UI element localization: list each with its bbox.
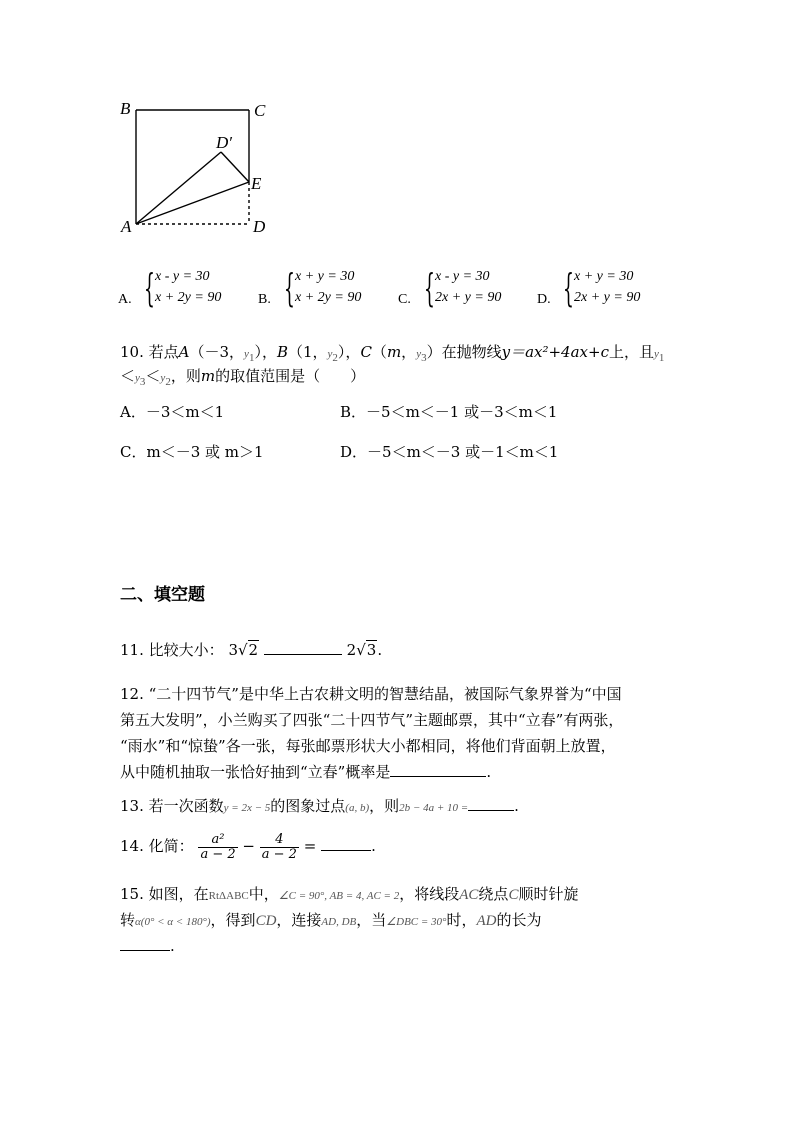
radicand: 3: [366, 641, 377, 659]
question-number: 14.: [120, 837, 144, 855]
answer-blank[interactable]: [120, 934, 170, 951]
text: ，当: [356, 911, 387, 929]
option-label: B.: [258, 292, 271, 307]
option-10d[interactable]: [340, 438, 558, 466]
label-e: E: [251, 174, 262, 193]
conditions: ∠C = 90°, AB = 4, AC = 2: [278, 890, 400, 902]
point-b: B: [276, 343, 288, 361]
equation-line: x + 2y = 90: [155, 290, 222, 305]
text: （: [371, 343, 387, 361]
brace-icon: {: [424, 266, 435, 310]
question-11: [120, 636, 382, 664]
text: .: [377, 641, 383, 659]
text: 如图，在: [148, 885, 209, 903]
equation-line: x + y = 30: [574, 269, 634, 284]
option-label: B．: [340, 403, 367, 421]
var-y2: y: [160, 372, 166, 384]
segment-cd: CD: [255, 913, 277, 929]
label-c: C: [254, 101, 266, 120]
fraction-1: [198, 833, 237, 862]
equation-line: x - y = 30: [155, 269, 210, 284]
label-d-prime: D′: [216, 133, 232, 152]
text: .: [371, 837, 376, 855]
option-text: －5＜m＜－1 或－3＜m＜1: [366, 403, 558, 421]
operator: =: [303, 837, 317, 855]
sub: 2: [332, 352, 338, 364]
question-12-line4: [120, 758, 491, 786]
coef: 3: [228, 641, 238, 659]
text: 转: [120, 911, 136, 929]
equation-line: 2x + y = 90: [574, 290, 641, 305]
equation-line: x + y = 30: [295, 269, 355, 284]
option-9d[interactable]: [537, 266, 677, 310]
sub: 1: [658, 352, 665, 364]
text: 的图象过点: [270, 797, 346, 815]
question-13: [120, 792, 519, 822]
text: 时，: [446, 911, 477, 929]
text: 从中随机抽取一张恰好抽到“立春”概率是: [120, 763, 391, 781]
text: .: [514, 797, 519, 815]
point: (a, b): [345, 802, 370, 814]
question-10-line2: [120, 362, 365, 396]
text: 中，: [248, 885, 279, 903]
radicand: 2: [248, 641, 259, 659]
question-15-line3: [120, 932, 175, 960]
question-number: 11.: [120, 641, 144, 659]
answer-blank[interactable]: [468, 794, 514, 811]
option-label: C.: [398, 292, 411, 307]
question-12-line1: [120, 680, 622, 708]
segment-ad: AD: [476, 913, 497, 929]
question-15-line2: [120, 906, 541, 936]
text: （－3，: [189, 343, 245, 361]
var-y3: y: [135, 372, 140, 384]
brace-icon: {: [284, 266, 295, 310]
triangle: RtΔABC: [208, 890, 249, 902]
label-d: D: [253, 217, 266, 236]
point-a: A: [178, 343, 190, 361]
text: ，连接: [276, 911, 322, 929]
sub: 2: [165, 376, 171, 388]
label-a: A: [121, 217, 132, 236]
var-y1: y: [653, 348, 659, 360]
text: ，则: [170, 367, 201, 385]
text: ）在抛物线: [426, 343, 502, 361]
question-12-line3: “雨水”和“惊蛰”各一张，每张邮票形状大小都相同，将他们背面朝上放置，: [120, 737, 616, 755]
option-10b[interactable]: [340, 398, 557, 426]
option-label: D．: [340, 443, 368, 461]
option-10a[interactable]: [120, 398, 224, 426]
coef: 2: [346, 641, 357, 659]
sub: 3: [139, 376, 146, 388]
answer-blank[interactable]: [321, 834, 371, 851]
fraction-2: [260, 833, 299, 862]
text: .: [170, 937, 175, 955]
question-number: 15.: [120, 885, 144, 903]
line-ae: [136, 182, 249, 224]
linear-function: y = 2x − 5: [223, 802, 271, 814]
question-12-line2: 第五大发明”，小兰购买了四张“二十四节气”主题邮票，其中“立春”有两张，: [120, 711, 624, 729]
answer-blank[interactable]: [390, 760, 486, 777]
text: 比较大小：: [148, 641, 224, 659]
option-text: m＜－3 或 m＞1: [146, 443, 264, 461]
text: ，: [401, 343, 417, 361]
angle-condition: ∠DBC = 30°: [386, 916, 447, 928]
numerator: 4: [260, 833, 299, 848]
option-10c[interactable]: [120, 438, 264, 466]
expression: 2b − 4a + 10 =: [399, 802, 469, 814]
text: ，得到: [210, 911, 256, 929]
text: 绕点: [478, 885, 509, 903]
equation-line: 2x + y = 90: [435, 290, 502, 305]
text: 的长为: [496, 911, 542, 929]
question-number: 13.: [120, 797, 144, 815]
sub: 3: [421, 352, 427, 364]
text: 化简：: [148, 837, 194, 855]
var-m: m: [386, 343, 402, 361]
option-9a[interactable]: [118, 266, 258, 310]
angle-range: α(0° < α < 180°): [135, 916, 211, 928]
numerator: a²: [198, 833, 237, 848]
geometry-figure: [112, 92, 282, 242]
sqrt-expr-1: 3√2: [228, 641, 259, 659]
text: （1，: [287, 343, 328, 361]
segment-ac: AC: [459, 887, 479, 903]
text: 若点: [148, 343, 179, 361]
var-y1: y: [244, 348, 249, 360]
brace-icon: {: [144, 266, 155, 310]
text: ），: [254, 343, 277, 361]
denominator: a − 2: [261, 846, 297, 862]
answer-blank[interactable]: [264, 638, 342, 655]
text: “二十四节气”是中华上古农耕文明的智慧结晶，被国际气象界誉为“中国: [148, 685, 622, 703]
option-label: D.: [537, 292, 551, 307]
text: 的取值范围是（ ）: [215, 367, 366, 385]
text: ＜: [120, 367, 136, 385]
equation-line: x - y = 30: [435, 269, 490, 284]
line-ad-prime: [136, 152, 221, 224]
text: ，则: [369, 797, 400, 815]
sqrt-expr-2: 2√3: [346, 641, 377, 659]
var-y3: y: [416, 348, 422, 360]
question-number: 10.: [120, 343, 144, 361]
text: 若一次函数: [148, 797, 224, 815]
option-9b[interactable]: [258, 266, 398, 310]
text: .: [486, 763, 492, 781]
text: ，将线段: [399, 885, 460, 903]
text: ＜: [145, 367, 161, 385]
parabola-equation: y＝ax²+4ax+c: [501, 343, 609, 361]
question-14: [120, 832, 376, 862]
point-c: C: [508, 887, 519, 903]
text: 顺时针旋: [518, 885, 579, 903]
option-label: A.: [118, 292, 132, 307]
section-title: 二、填空题: [120, 585, 205, 605]
option-9c[interactable]: [398, 266, 538, 310]
line-d-prime-e: [221, 152, 249, 182]
text: ），: [337, 343, 361, 361]
option-text: －5＜m＜－3 或－1＜m＜1: [367, 443, 559, 461]
text: 上，且: [608, 343, 654, 361]
question-number: 12.: [120, 685, 144, 703]
sub: 1: [248, 352, 255, 364]
label-b: B: [120, 99, 131, 118]
brace-icon: {: [563, 266, 574, 310]
option-label: C．: [120, 443, 147, 461]
segments: AD, DB: [321, 916, 357, 928]
option-label: A．: [120, 403, 146, 421]
operator: −: [242, 837, 255, 855]
var-m: m: [200, 367, 216, 385]
option-text: －3＜m＜1: [145, 403, 225, 421]
point-c: C: [360, 343, 372, 361]
equation-line: x + 2y = 90: [295, 290, 362, 305]
var-y2: y: [327, 348, 333, 360]
denominator: a − 2: [200, 846, 236, 862]
